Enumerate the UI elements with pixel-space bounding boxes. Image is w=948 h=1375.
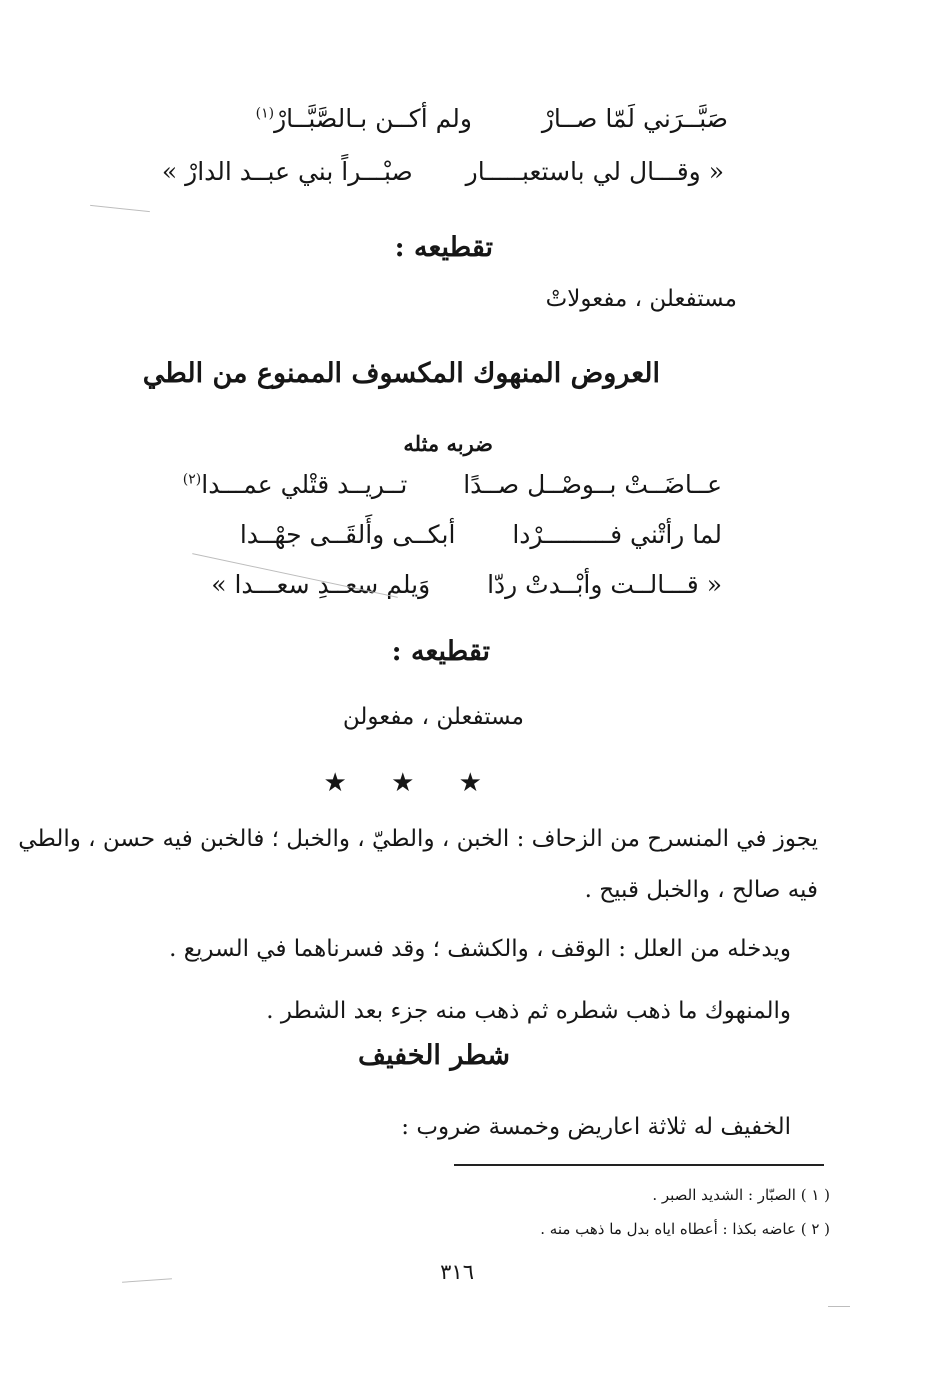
section-separator-stars: ★ ★ ★: [323, 768, 500, 798]
example-heading: ضربه مثله: [403, 431, 493, 456]
scansion-heading-1: تقطيعه :: [394, 232, 493, 263]
paragraph-4: الخفيف له ثلاثة اعاريض وخمسة ضروب :: [401, 1114, 791, 1140]
scansion-feet-1: مستفعلن ، مفعولاتْ: [545, 286, 737, 312]
paragraph-1-line-1: يجوز في المنسرح من الزحاف : الخبن ، والطيّ ، والخبل ؛ فالخبن فيه حسن ، والطي: [18, 826, 818, 852]
verse1-line1-right-hemistich: صَبَّــرَني لَمّا صــارْ: [541, 104, 728, 133]
verse2-line2-left-hemistich: أبكــى وأَلقَــى جهْــدا: [239, 520, 456, 549]
verse1-line2: [162, 157, 724, 186]
scansion-feet-2: مستفعلن ، مفعولن: [342, 704, 524, 730]
footnote-1-text: الصبّار : الشديد الصبر .: [652, 1186, 796, 1204]
footnote-1-number: ( ١ ): [800, 1186, 830, 1204]
scan-mark-top-left: [90, 205, 150, 212]
verse2-line1-right-hemistich: عــاضَــتْ بــوصْــل صــدًا: [463, 470, 722, 499]
verse2-line3-right-hemistich: « قـــالــت وأبْــدتْ ردّا: [487, 570, 722, 599]
footnote-1: [652, 1186, 830, 1204]
verse1-line1: [256, 104, 728, 133]
page-number: ٣١٦: [440, 1260, 474, 1284]
footnote-2-text: عاضه بكذا : أعطاه اياه بدل ما ذهب منه .: [540, 1220, 796, 1238]
scansion-heading-2: تقطيعه :: [391, 636, 490, 667]
verse2-line1-left-hemistich: تــريــد قتْلي عمـــدا: [201, 470, 408, 499]
verse1-line1-left-hemistich: ولم أكــن بـالصَّبَّــارْ: [274, 104, 472, 133]
scan-mark-bottom-right: [828, 1306, 850, 1307]
scan-mark-bottom-left: [122, 1278, 172, 1282]
verse2-line2: [240, 520, 722, 549]
paragraph-3: والمنهوك ما ذهب شطره ثم ذهب منه جزء بعد الشطر .: [266, 998, 791, 1024]
verse2-line3-left-hemistich: وَيلم سعــدِ سعـــدا »: [211, 570, 431, 599]
verse1-line2-left-hemistich: صبْـــراً بني عبــد الدارْ »: [161, 157, 413, 186]
footnote-marker-2: (٢): [182, 471, 202, 488]
footnote-marker-1: (١): [255, 105, 275, 122]
footnote-2: [540, 1220, 830, 1238]
verse1-line2-right-hemistich: « وقـــال لي باستعبـــــار: [465, 157, 724, 186]
verse2-line1: [183, 470, 722, 499]
footnote-2-number: ( ٢ ): [800, 1220, 830, 1238]
footnote-separator-rule: [454, 1164, 824, 1166]
verse2-line2-right-hemistich: لما رأتْني فـــــــــرْدا: [512, 520, 722, 549]
section-heading: العروض المنهوك المكسوف الممنوع من الطي: [142, 358, 660, 389]
paragraph-1-line-2: فيه صالح ، والخبل قبيح .: [584, 877, 818, 903]
section2-heading: شطر الخفيف: [358, 1040, 510, 1071]
paragraph-2: ويدخله من العلل : الوقف ، والكشف ؛ وقد فسرناهما في السريع .: [169, 936, 791, 962]
